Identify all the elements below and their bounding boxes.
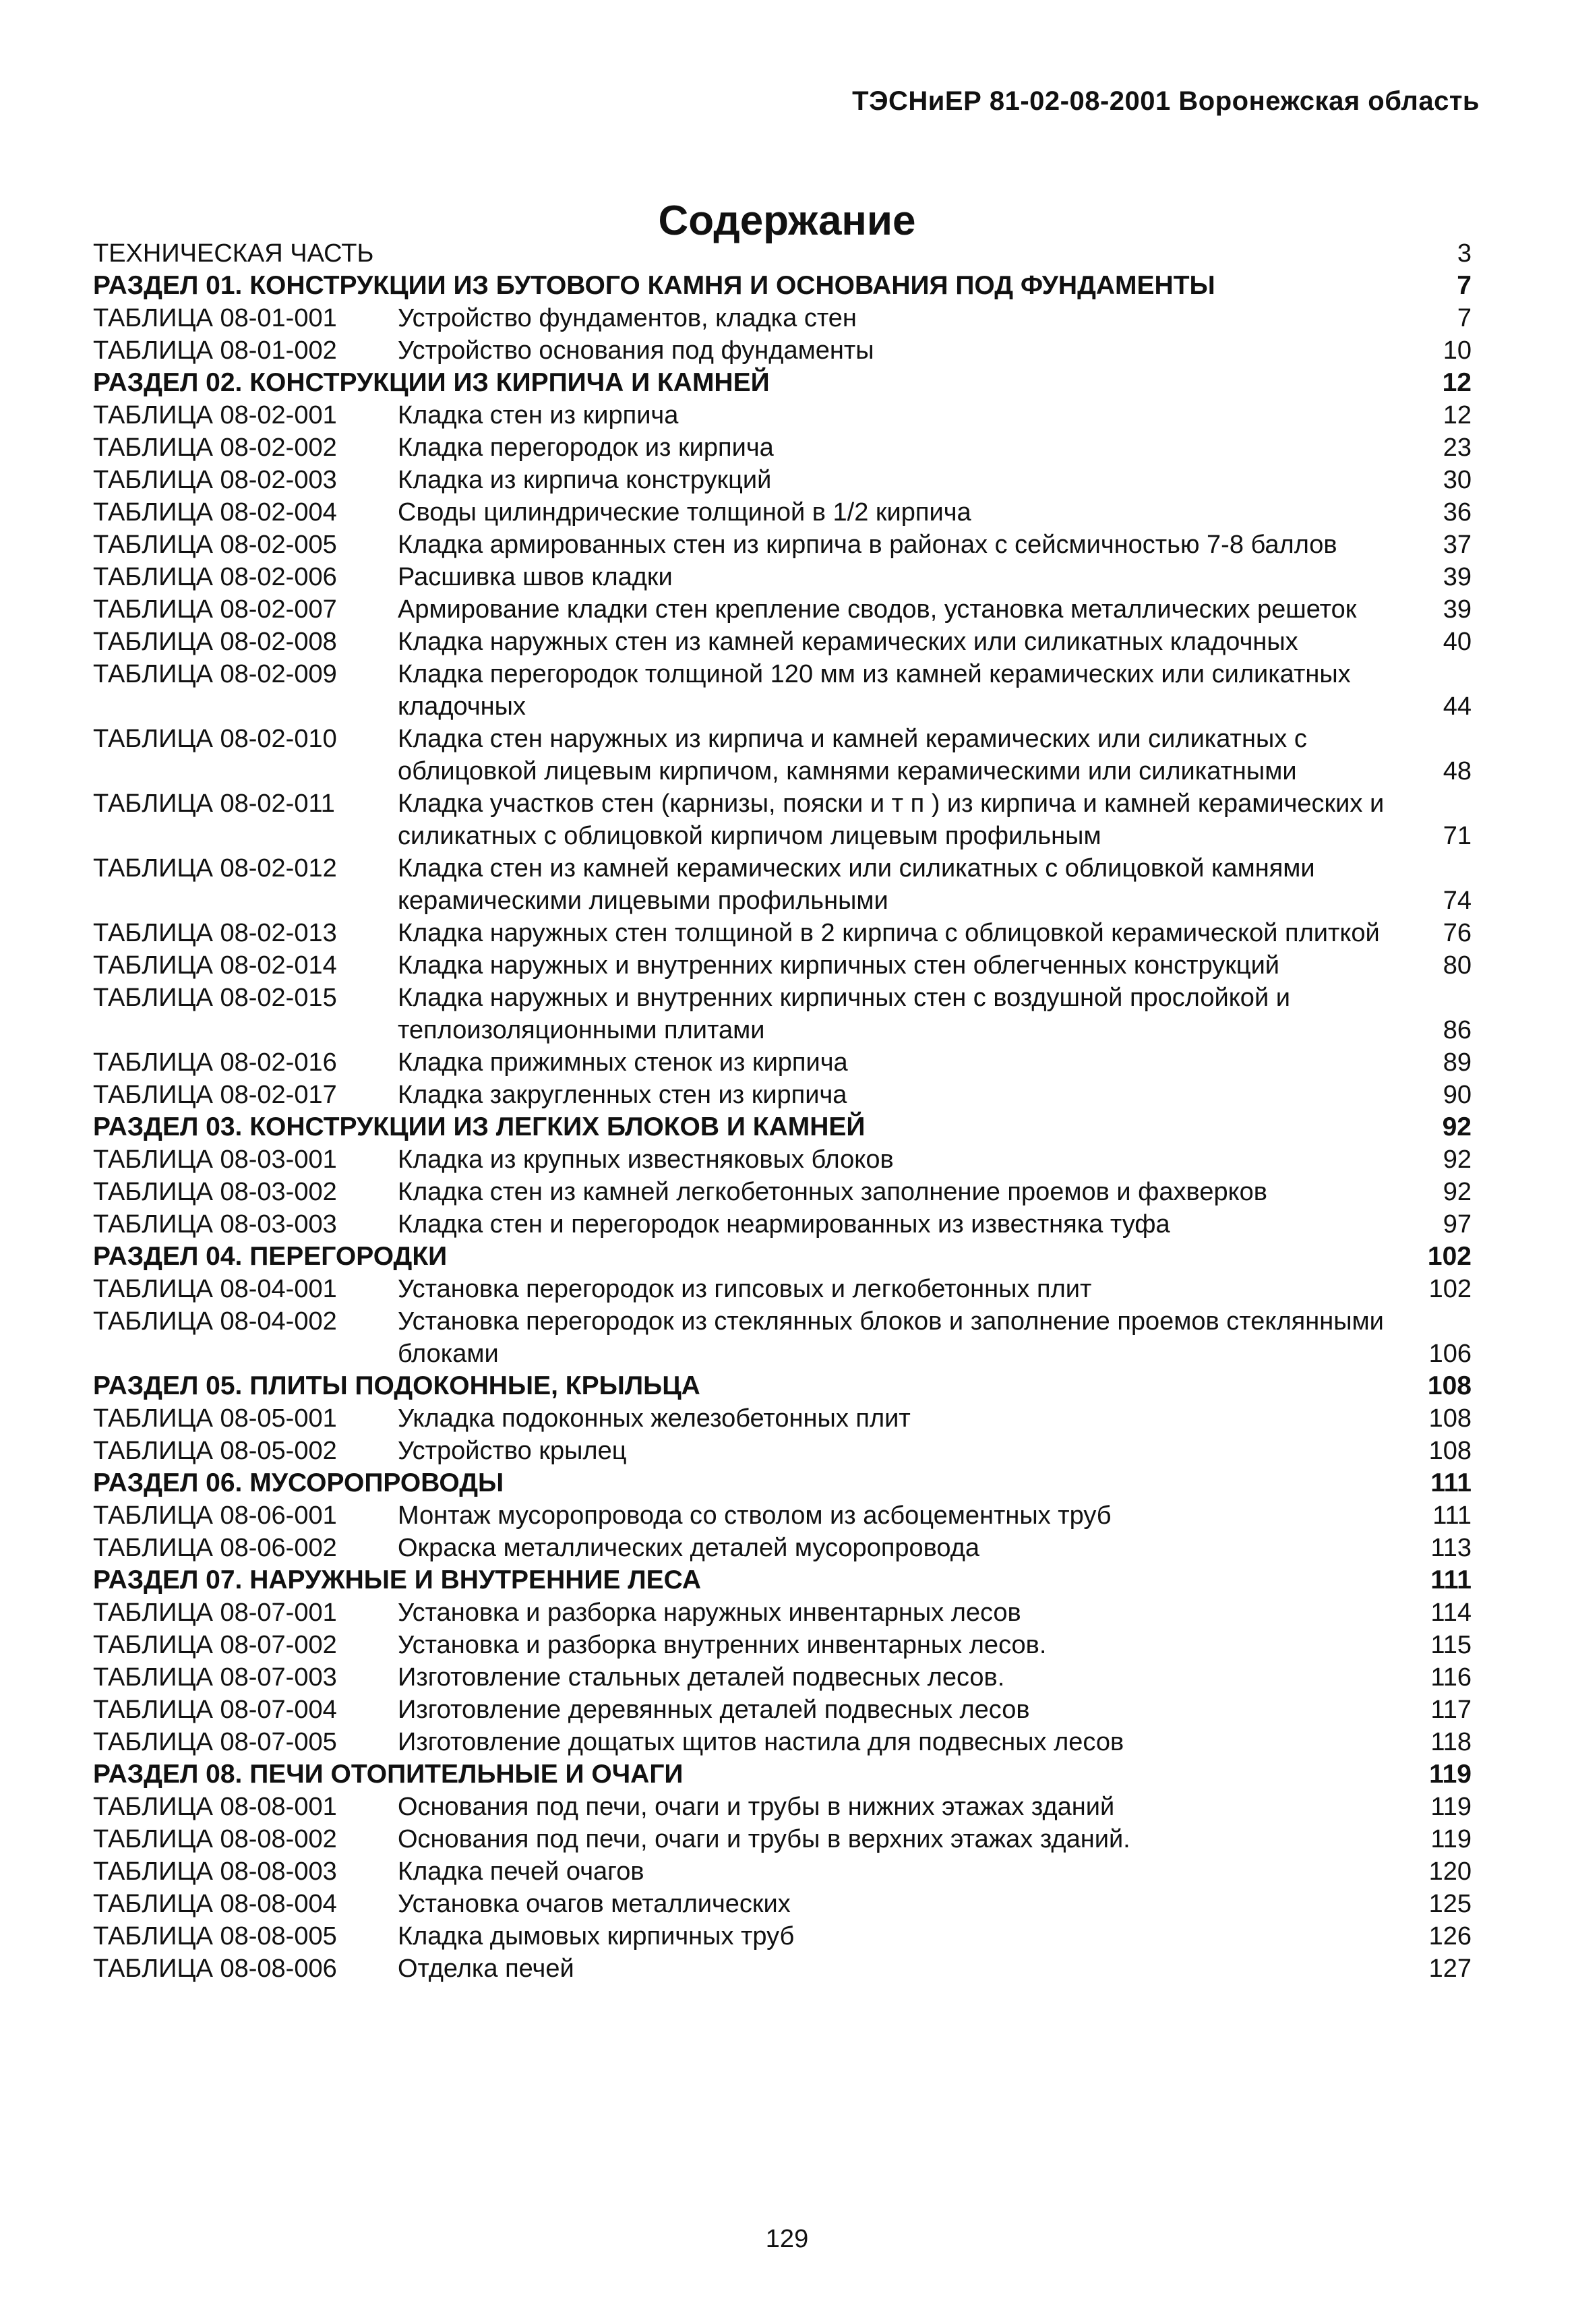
toc-entry-page: 44 [1443,692,1472,721]
toc-entry-page: 127 [1428,1955,1472,1983]
toc-entry-page: 114 [1430,1599,1472,1627]
toc-entry-code: ТАБЛИЦА 08-03-003 [93,1210,337,1239]
toc-entry-page: 97 [1443,1210,1472,1239]
toc-entry-code: ТАБЛИЦА 08-01-002 [93,336,337,365]
toc-table-entry [93,302,1472,334]
page-number: 129 [765,2225,809,2253]
toc-entry-code: ТАБЛИЦА 08-05-001 [93,1404,337,1433]
toc-section-heading [93,1564,1472,1597]
toc-table-entry [93,1435,1472,1467]
toc-entry-page: 40 [1443,628,1472,656]
toc-section-heading [93,367,1472,399]
toc-entry-code: ТАБЛИЦА 08-02-011 [93,789,335,818]
toc-entry-title: ТЕХНИЧЕСКАЯ ЧАСТЬ [93,239,374,268]
toc-entry-page: 119 [1430,1825,1472,1853]
toc-entry-code: ТАБЛИЦА 08-03-001 [93,1145,337,1174]
toc-entry-page: 111 [1430,1566,1472,1595]
toc-entry-title: Устройство крылец [398,1437,627,1465]
toc-section-heading [93,1111,1472,1143]
toc-entry-page: 30 [1443,466,1472,494]
toc-entry-title: Изготовление деревянных деталей подвесных лесов [398,1696,1030,1724]
toc-entry-code: ТАБЛИЦА 08-02-003 [93,466,337,494]
toc-table-entry [93,1273,1472,1305]
toc-entry-title: Кладка наружных и внутренних кирпичных стен с воздушной прослойкой и теплоизоляционными плитами [398,984,1290,1044]
toc-table-entry [93,1661,1472,1694]
toc-entry-page: 39 [1443,563,1472,591]
toc-entry-title: РАЗДЕЛ 07. НАРУЖНЫЕ И ВНУТРЕННИЕ ЛЕСА [93,1566,702,1595]
toc-entry-page: 12 [1442,368,1472,397]
toc-entry-code: ТАБЛИЦА 08-04-001 [93,1275,337,1303]
page-title: Содержание [658,198,916,244]
toc-entry-title: Установка перегородок из стеклянных блоков и заполнение проемов стеклянными блоками [398,1307,1384,1368]
toc-entry-page: 102 [1428,1275,1472,1303]
table-of-contents [93,237,1472,1985]
toc-table-entry [93,787,1472,852]
toc-entry-title: РАЗДЕЛ 04. ПЕРЕГОРОДКИ [93,1242,448,1271]
toc-entry-code: ТАБЛИЦА 08-02-013 [93,919,337,947]
toc-entry-page: 7 [1457,304,1472,332]
toc-entry-page: 120 [1428,1857,1472,1886]
toc-entry-page: 119 [1430,1793,1472,1821]
toc-entry-page: 116 [1430,1663,1472,1692]
toc-entry-page: 36 [1443,498,1472,527]
toc-table-entry [93,1046,1472,1079]
toc-entry-title: РАЗДЕЛ 03. КОНСТРУКЦИИ ИЗ ЛЕГКИХ БЛОКОВ И КАМНЕЙ [93,1112,866,1141]
toc-entry-title: Кладка дымовых кирпичных труб [398,1922,795,1950]
toc-entry-title: Кладка стен наружных из кирпича и камней керамических или силикатных с облицовкой лицевым кирпичом, камнями керамическими или силикатными [398,725,1307,785]
toc-entry-page: 119 [1429,1760,1472,1789]
toc-entry-code: ТАБЛИЦА 08-08-006 [93,1955,337,1983]
toc-entry-title: Кладка участков стен (карнизы, пояски и т п ) из кирпича и камней керамических и силикатных с облицовкой кирпичом лицевым профильным [398,789,1385,850]
toc-entry-page: 37 [1443,531,1472,559]
toc-entry-title: Кладка армированных стен из кирпича в районах с сейсмичностью 7-8 баллов [398,531,1337,559]
toc-entry-page: 92 [1443,1178,1472,1206]
toc-entry-title: Кладка перегородок толщиной 120 мм из камней керамических или силикатных кладочных [398,660,1351,721]
toc-table-entry [93,1402,1472,1435]
toc-entry-title: Основания под печи, очаги и трубы в нижних этажах зданий [398,1793,1115,1821]
toc-section-heading [93,1370,1472,1402]
toc-entry-code: ТАБЛИЦА 08-02-001 [93,401,337,429]
toc-entry-title: Своды цилиндрические толщиной в 1/2 кирпича [398,498,971,527]
toc-entry-title: Кладка закругленных стен из кирпича [398,1081,847,1109]
toc-entry-title: Кладка перегородок из кирпича [398,434,774,462]
toc-entry-code: ТАБЛИЦА 08-01-001 [93,304,337,332]
toc-entry-title: РАЗДЕЛ 05. ПЛИТЫ ПОДОКОННЫЕ, КРЫЛЬЦА [93,1371,700,1400]
toc-table-entry [93,1920,1472,1953]
toc-entry-code: ТАБЛИЦА 08-07-005 [93,1728,337,1756]
toc-entry-page: 113 [1430,1534,1472,1562]
toc-entry-page: 111 [1430,1468,1472,1497]
toc-entry-title: Кладка стен из кирпича [398,401,679,429]
toc-table-entry [93,917,1472,949]
toc-table-entry [93,399,1472,431]
toc-entry-page: 89 [1443,1048,1472,1077]
toc-table-entry [93,1888,1472,1920]
toc-entry-title: Окраска металлических деталей мусоропровода [398,1534,980,1562]
toc-entry-code: ТАБЛИЦА 08-02-015 [93,984,337,1012]
toc-entry-code: ТАБЛИЦА 08-07-001 [93,1599,337,1627]
toc-table-entry [93,1855,1472,1888]
toc-entry-title: Отделка печей [398,1955,574,1983]
toc-entry-page: 90 [1443,1081,1472,1109]
toc-entry-page: 126 [1428,1922,1472,1950]
toc-section-heading [93,1758,1472,1791]
toc-table-entry [93,1694,1472,1726]
toc-entry-code: ТАБЛИЦА 08-02-004 [93,498,337,527]
toc-table-entry [93,1597,1472,1629]
toc-entry-page: 76 [1443,919,1472,947]
toc-entry-page: 80 [1443,951,1472,980]
toc-entry-page: 115 [1430,1631,1472,1659]
toc-entry-page: 7 [1457,271,1472,300]
toc-entry-code: ТАБЛИЦА 08-02-016 [93,1048,337,1077]
toc-entry-page: 86 [1443,1016,1472,1044]
toc-table-entry [93,561,1472,593]
toc-entry-code: ТАБЛИЦА 08-02-002 [93,434,337,462]
toc-table-entry [93,593,1472,626]
toc-table-entry [93,1791,1472,1823]
toc-table-entry [93,496,1472,529]
toc-table-entry [93,626,1472,658]
toc-entry-code: ТАБЛИЦА 08-02-008 [93,628,337,656]
toc-entry-page: 92 [1443,1145,1472,1174]
toc-entry-title: Кладка из крупных известняковых блоков [398,1145,894,1174]
toc-entry-title: Изготовление стальных деталей подвесных лесов. [398,1663,1005,1692]
toc-table-entry [93,1499,1472,1532]
toc-entry-title: РАЗДЕЛ 06. МУСОРОПРОВОДЫ [93,1468,504,1497]
toc-entry-code: ТАБЛИЦА 08-02-012 [93,854,337,883]
toc-entry-page: 48 [1443,757,1472,785]
toc-table-entry [93,1953,1472,1985]
toc-entry-title: Изготовление дощатых щитов настила для подвесных лесов [398,1728,1124,1756]
toc-entry-page: 23 [1443,434,1472,462]
toc-entry-title: Кладка из кирпича конструкций [398,466,772,494]
toc-table-entry [93,949,1472,982]
toc-entry-page: 108 [1428,1437,1472,1465]
toc-entry-code: ТАБЛИЦА 08-02-006 [93,563,337,591]
toc-section-heading [93,270,1472,302]
toc-table-entry [93,464,1472,496]
toc-entry-page: 125 [1428,1890,1472,1918]
toc-entry-page: 74 [1443,887,1472,915]
toc-entry-page: 3 [1457,239,1472,268]
toc-entry-title: Укладка подоконных железобетонных плит [398,1404,911,1433]
toc-table-entry [93,1176,1472,1208]
toc-entry-code: ТАБЛИЦА 08-08-003 [93,1857,337,1886]
toc-table-entry [93,658,1472,723]
toc-entry-title: Кладка стен и перегородок неармированных из известняка туфа [398,1210,1170,1239]
toc-entry-code: ТАБЛИЦА 08-05-002 [93,1437,337,1465]
toc-entry-title: Кладка стен из камней легкобетонных заполнение проемов и фахверков [398,1178,1267,1206]
toc-entry-title: Армирование кладки стен крепление сводов, установка металлических решеток [398,595,1357,624]
toc-section-heading [93,1467,1472,1499]
toc-entry-code: ТАБЛИЦА 08-06-002 [93,1534,337,1562]
toc-entry-code: ТАБЛИЦА 08-08-002 [93,1825,337,1853]
toc-entry-title: РАЗДЕЛ 08. ПЕЧИ ОТОПИТЕЛЬНЫЕ И ОЧАГИ [93,1760,684,1789]
toc-entry-title: Кладка стен из камней керамических или силикатных с облицовкой камнями керамическими лицевыми профильными [398,854,1315,915]
toc-entry-code: ТАБЛИЦА 08-06-001 [93,1501,337,1530]
toc-entry-title: Установка и разборка наружных инвентарных лесов [398,1599,1021,1627]
toc-entry-page: 12 [1443,401,1472,429]
toc-table-entry [93,529,1472,561]
toc-table-entry [93,1629,1472,1661]
toc-entry-code: ТАБЛИЦА 08-07-003 [93,1663,337,1692]
toc-entry-page: 92 [1442,1112,1472,1141]
document-header: ТЭСНиЕР 81-02-08-2001 Воронежская область [852,86,1480,116]
toc-entry-page: 102 [1427,1242,1472,1271]
toc-table-entry [93,1079,1472,1111]
toc-entry-code: ТАБЛИЦА 08-08-004 [93,1890,337,1918]
toc-entry-code: ТАБЛИЦА 08-04-002 [93,1307,337,1336]
toc-entry-page: 10 [1443,336,1472,365]
toc-entry-title: Кладка наружных стен из камней керамических или силикатных кладочных [398,628,1298,656]
toc-table-entry [93,723,1472,787]
toc-entry-code: ТАБЛИЦА 08-02-010 [93,725,337,753]
toc-table-entry [93,1726,1472,1758]
toc-entry-code: ТАБЛИЦА 08-02-007 [93,595,337,624]
toc-entry-title: Основания под печи, очаги и трубы в верхних этажах зданий. [398,1825,1130,1853]
toc-entry-code: ТАБЛИЦА 08-07-004 [93,1696,337,1724]
toc-entry-code: ТАБЛИЦА 08-02-009 [93,660,337,688]
toc-entry-title: Установка перегородок из гипсовых и легкобетонных плит [398,1275,1092,1303]
toc-section-heading [93,1241,1472,1273]
toc-table-entry [93,1823,1472,1855]
toc-table-entry [93,1143,1472,1176]
toc-entry-code: ТАБЛИЦА 08-02-014 [93,951,337,980]
toc-entry-page: 39 [1443,595,1472,624]
toc-table-entry [93,1208,1472,1241]
toc-entry-title: Установка очагов металлических [398,1890,791,1918]
toc-entry-code: ТАБЛИЦА 08-08-005 [93,1922,337,1950]
toc-table-entry [93,431,1472,464]
toc-table-entry [93,982,1472,1046]
toc-entry-title: РАЗДЕЛ 01. КОНСТРУКЦИИ ИЗ БУТОВОГО КАМНЯ И ОСНОВАНИЯ ПОД ФУНДАМЕНТЫ [93,271,1215,300]
toc-entry-page: 106 [1428,1340,1472,1368]
toc-entry-page: 118 [1430,1728,1472,1756]
toc-entry-page: 108 [1428,1404,1472,1433]
toc-table-entry [93,852,1472,917]
toc-entry-code: ТАБЛИЦА 08-02-005 [93,531,337,559]
toc-entry-page: 108 [1427,1371,1472,1400]
toc-entry-title: Кладка печей очагов [398,1857,644,1886]
toc-entry-title: РАЗДЕЛ 02. КОНСТРУКЦИИ ИЗ КИРПИЧА И КАМНЕЙ [93,368,770,397]
toc-table-entry [93,1532,1472,1564]
toc-entry-title: Устройство фундаментов, кладка стен [398,304,857,332]
toc-entry-title: Кладка наружных и внутренних кирпичных стен облегченных конструкций [398,951,1280,980]
toc-plain-entry [93,237,1472,270]
toc-entry-title: Установка и разборка внутренних инвентарных лесов. [398,1631,1047,1659]
toc-entry-title: Монтаж мусоропровода со стволом из асбоцементных труб [398,1501,1112,1530]
toc-table-entry [93,334,1472,367]
toc-entry-page: 111 [1432,1501,1472,1530]
toc-entry-page: 71 [1443,822,1472,850]
toc-entry-code: ТАБЛИЦА 08-07-002 [93,1631,337,1659]
toc-entry-code: ТАБЛИЦА 08-02-017 [93,1081,337,1109]
toc-entry-title: Кладка наружных стен толщиной в 2 кирпича с облицовкой керамической плиткой [398,919,1380,947]
toc-entry-title: Кладка прижимных стенок из кирпича [398,1048,848,1077]
toc-entry-title: Расшивка швов кладки [398,563,673,591]
toc-table-entry [93,1305,1472,1370]
toc-entry-code: ТАБЛИЦА 08-08-001 [93,1793,337,1821]
toc-entry-page: 117 [1430,1696,1472,1724]
toc-entry-title: Устройство основания под фундаменты [398,336,874,365]
toc-entry-code: ТАБЛИЦА 08-03-002 [93,1178,337,1206]
